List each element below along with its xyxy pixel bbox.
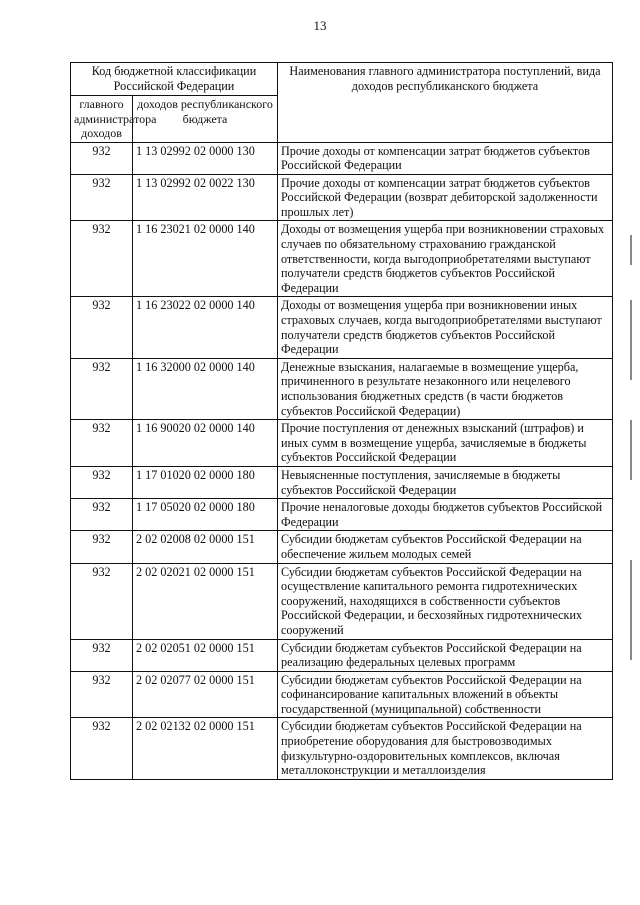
income-name-cell: Прочие доходы от компенсации затрат бюджетов субъектов Российской Федерации (возврат дебиторской задолженности прошлых лет) [278, 174, 613, 221]
admin-code-cell: 932 [71, 297, 133, 358]
table-row [71, 358, 613, 419]
scan-edge-mark [630, 235, 632, 265]
income-name-cell: Доходы от возмещения ущерба при возникновении иных страховых случаев, когда выгодоприобретателями выступают получатели средств бюджетов субъектов Российской Федерации [278, 297, 613, 358]
scan-edge-mark [630, 300, 632, 380]
table-row [71, 221, 613, 297]
budget-classification-table [70, 62, 613, 780]
table-row [71, 297, 613, 358]
scan-edge-mark [630, 420, 632, 480]
admin-code-cell: 932 [71, 531, 133, 563]
admin-code-cell: 932 [71, 142, 133, 174]
budget-code-cell: 1 17 01020 02 0000 180 [133, 466, 278, 498]
budget-code-cell: 1 13 02992 02 0000 130 [133, 142, 278, 174]
table-body [71, 142, 613, 779]
budget-code-cell: 2 02 02051 02 0000 151 [133, 639, 278, 671]
admin-code-cell: 932 [71, 174, 133, 221]
income-name-cell: Прочие поступления от денежных взысканий (штрафов) и иных сумм в возмещение ущерба, зачисляемые в бюджеты субъектов Российской Федерации [278, 420, 613, 467]
income-name-cell: Невыясненные поступления, зачисляемые в бюджеты субъектов Российской Федерации [278, 466, 613, 498]
admin-code-cell: 932 [71, 563, 133, 639]
table-row [71, 671, 613, 718]
admin-code-cell: 932 [71, 639, 133, 671]
table-row [71, 499, 613, 531]
admin-code-cell: 932 [71, 671, 133, 718]
budget-code-cell: 1 16 23022 02 0000 140 [133, 297, 278, 358]
header-admin: главного администратора доходов [71, 96, 133, 143]
budget-code-cell: 1 13 02992 02 0022 130 [133, 174, 278, 221]
income-name-cell: Субсидии бюджетам субъектов Российской Федерации на софинансирование капитальных вложений в объекты государственной (муниципальной) собственности [278, 671, 613, 718]
budget-code-cell: 1 16 90020 02 0000 140 [133, 420, 278, 467]
table-row [71, 174, 613, 221]
income-name-cell: Доходы от возмещения ущерба при возникновении страховых случаев по обязательному страхованию гражданской ответственности, когда выгодоприобретателями выступают получатели средств бюджетов субъектов Российской Федерации [278, 221, 613, 297]
page-number: 13 [313, 18, 327, 33]
table-row [71, 466, 613, 498]
budget-code-cell: 2 02 02077 02 0000 151 [133, 671, 278, 718]
table-row [71, 142, 613, 174]
income-name-cell: Субсидии бюджетам субъектов Российской Федерации на реализацию федеральных целевых программ [278, 639, 613, 671]
budget-code-cell: 1 17 05020 02 0000 180 [133, 499, 278, 531]
header-name: Наименования главного администратора поступлений, вида доходов республиканского бюджета [278, 63, 613, 143]
budget-code-cell: 1 16 32000 02 0000 140 [133, 358, 278, 419]
income-name-cell: Денежные взыскания, налагаемые в возмещение ущерба, причиненного в результате незаконного или нецелевого использования бюджетных средств (в части бюджетов субъектов Российской Федерации) [278, 358, 613, 419]
table-row [71, 639, 613, 671]
admin-code-cell: 932 [71, 718, 133, 779]
income-name-cell: Субсидии бюджетам субъектов Российской Федерации на осуществление капитального ремонта гидротехнических сооружений, находящихся в собственности субъектов Российской Федерации, и бесхозяйных гидротехнических сооружений [278, 563, 613, 639]
admin-code-cell: 932 [71, 420, 133, 467]
income-name-cell: Субсидии бюджетам субъектов Российской Федерации на приобретение оборудования для быстровозводимых физкультурно-оздоровительных комплексов, включая металлоконструкции и металлоизделия [278, 718, 613, 779]
income-name-cell: Прочие доходы от компенсации затрат бюджетов субъектов Российской Федерации [278, 142, 613, 174]
table-row [71, 531, 613, 563]
admin-code-cell: 932 [71, 466, 133, 498]
table-row [71, 563, 613, 639]
header-income: доходов республиканского бюджета [133, 96, 278, 143]
admin-code-cell: 932 [71, 499, 133, 531]
table-header-row [71, 63, 613, 96]
budget-code-cell: 1 16 23021 02 0000 140 [133, 221, 278, 297]
table-row [71, 420, 613, 467]
scan-edge-mark [630, 560, 632, 660]
table-row [71, 718, 613, 779]
admin-code-cell: 932 [71, 358, 133, 419]
header-code-group: Код бюджетной классификации Российской Федерации [71, 63, 278, 96]
budget-code-cell: 2 02 02021 02 0000 151 [133, 563, 278, 639]
income-name-cell: Субсидии бюджетам субъектов Российской Федерации на обеспечение жильем молодых семей [278, 531, 613, 563]
income-name-cell: Прочие неналоговые доходы бюджетов субъектов Российской Федерации [278, 499, 613, 531]
budget-code-cell: 2 02 02132 02 0000 151 [133, 718, 278, 779]
admin-code-cell: 932 [71, 221, 133, 297]
budget-code-cell: 2 02 02008 02 0000 151 [133, 531, 278, 563]
